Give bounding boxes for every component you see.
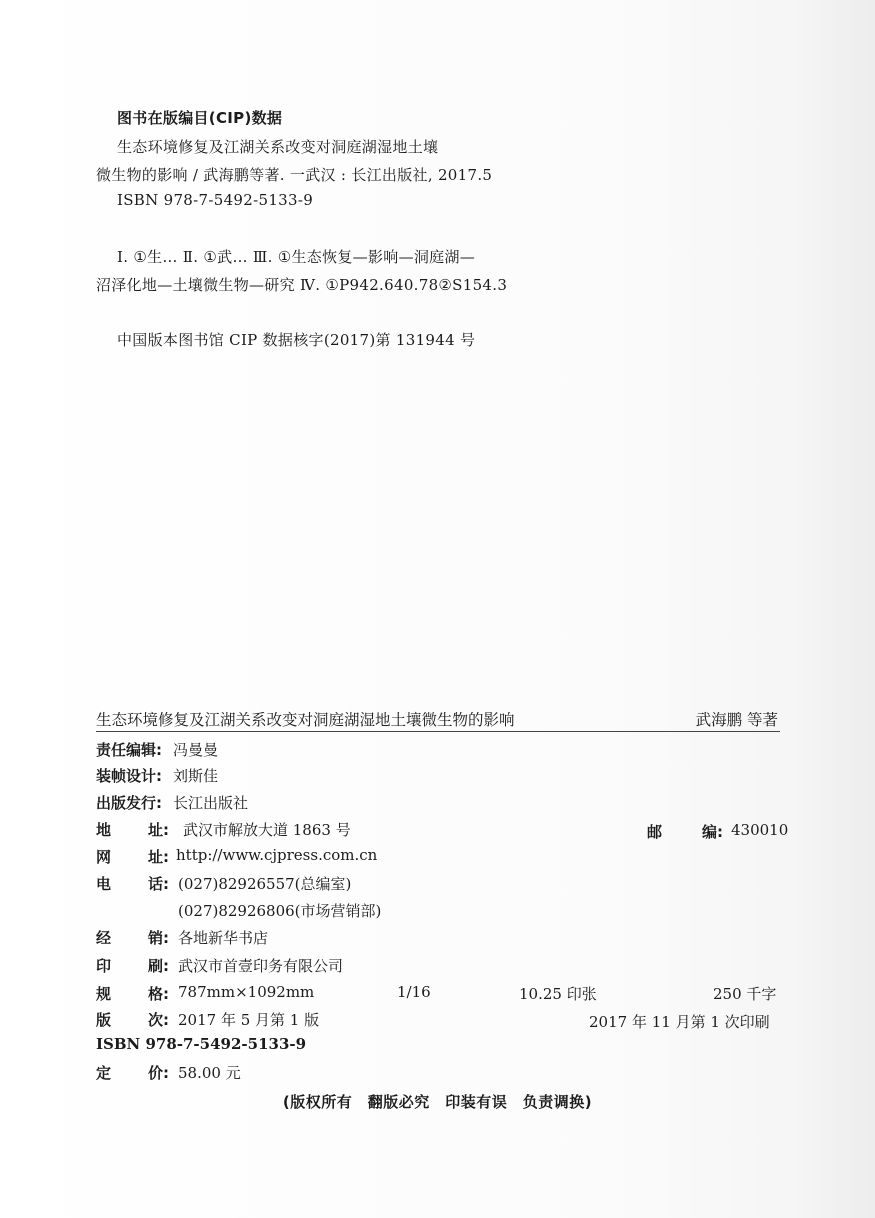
scan-edge-shadow — [795, 0, 875, 1218]
format-label-char-2: 格: — [148, 985, 169, 1003]
edition-value: 2017 年 5 月第 1 版 — [178, 1011, 320, 1029]
website-label-char-2: 址: — [148, 848, 169, 866]
price-label-char-1: 定 — [96, 1064, 112, 1082]
phone-value-marketing: (027)82926806(市场营销部) — [178, 902, 382, 920]
price-value: 58.00 元 — [178, 1064, 241, 1082]
format-printed-sheets: 10.25 印张 — [519, 985, 597, 1003]
address-value: 武汉市解放大道 1863 号 — [183, 821, 351, 839]
postcode-value: 430010 — [731, 821, 789, 839]
phone-value-editorial: (027)82926557(总编室) — [178, 875, 352, 893]
cip-subjects-line-1: Ⅰ. ①生… Ⅱ. ①武… Ⅲ. ①生态恢复—影响—洞庭湖— — [117, 248, 476, 266]
postcode-label-char-1: 邮 — [647, 823, 663, 841]
publisher-label: 出版发行: — [96, 794, 162, 812]
colophon-isbn: ISBN 978-7-5492-5133-9 — [96, 1035, 307, 1053]
cip-subjects-line-2: 沼泽化地—土壤微生物—研究 Ⅳ. ①P942.640.78②S154.3 — [96, 276, 508, 294]
distributor-label-char-1: 经 — [96, 929, 112, 947]
cip-title-line-2: 微生物的影响 / 武海鹏等著. 一武汉 : 长江出版社, 2017.5 — [96, 166, 493, 184]
address-label-char-1: 地 — [96, 821, 112, 839]
format-word-count: 250 千字 — [713, 985, 777, 1003]
printer-label-char-2: 刷: — [148, 957, 169, 975]
website-value: http://www.cjpress.com.cn — [176, 846, 378, 864]
printer-value: 武汉市首壹印务有限公司 — [178, 957, 344, 975]
price-label-char-2: 价: — [148, 1064, 169, 1082]
book-title: 生态环境修复及江湖关系改变对洞庭湖湿地土壤微生物的影响 — [96, 711, 515, 729]
cip-heading: 图书在版编目(CIP)数据 — [117, 109, 283, 127]
cip-core-data-number: 中国版本图书馆 CIP 数据核字(2017)第 131944 号 — [117, 331, 476, 349]
printing-value: 2017 年 11 月第 1 次印刷 — [589, 1013, 770, 1031]
designer-value: 刘斯佳 — [173, 767, 219, 785]
printer-label-char-1: 印 — [96, 957, 112, 975]
cip-title-line-1: 生态环境修复及江湖关系改变对洞庭湖湿地土壤 — [117, 138, 439, 156]
edition-label-char-1: 版 — [96, 1011, 112, 1029]
editor-label: 责任编辑: — [96, 741, 162, 759]
title-divider — [96, 731, 780, 732]
cip-isbn: ISBN 978-7-5492-5133-9 — [117, 191, 314, 209]
format-paper-size: 787mm×1092mm — [178, 983, 315, 1001]
designer-label: 装帧设计: — [96, 767, 162, 785]
postcode-label-char-2: 编: — [702, 823, 723, 841]
format-fold: 1/16 — [397, 983, 431, 1001]
book-author: 武海鹏 等著 — [695, 711, 778, 729]
format-label-char-1: 规 — [96, 985, 112, 1003]
website-label-char-1: 网 — [96, 848, 112, 866]
distributor-label-char-2: 销: — [148, 929, 169, 947]
copyright-notice: (版权所有 翻版必究 印装有误 负责调换) — [282, 1093, 593, 1111]
address-label-char-2: 址: — [148, 821, 169, 839]
phone-label-char-2: 话: — [148, 875, 169, 893]
edition-label-char-2: 次: — [148, 1011, 169, 1029]
publisher-value: 长江出版社 — [173, 794, 249, 812]
phone-label-char-1: 电 — [96, 875, 112, 893]
distributor-value: 各地新华书店 — [178, 929, 269, 947]
editor-value: 冯曼曼 — [173, 741, 219, 759]
